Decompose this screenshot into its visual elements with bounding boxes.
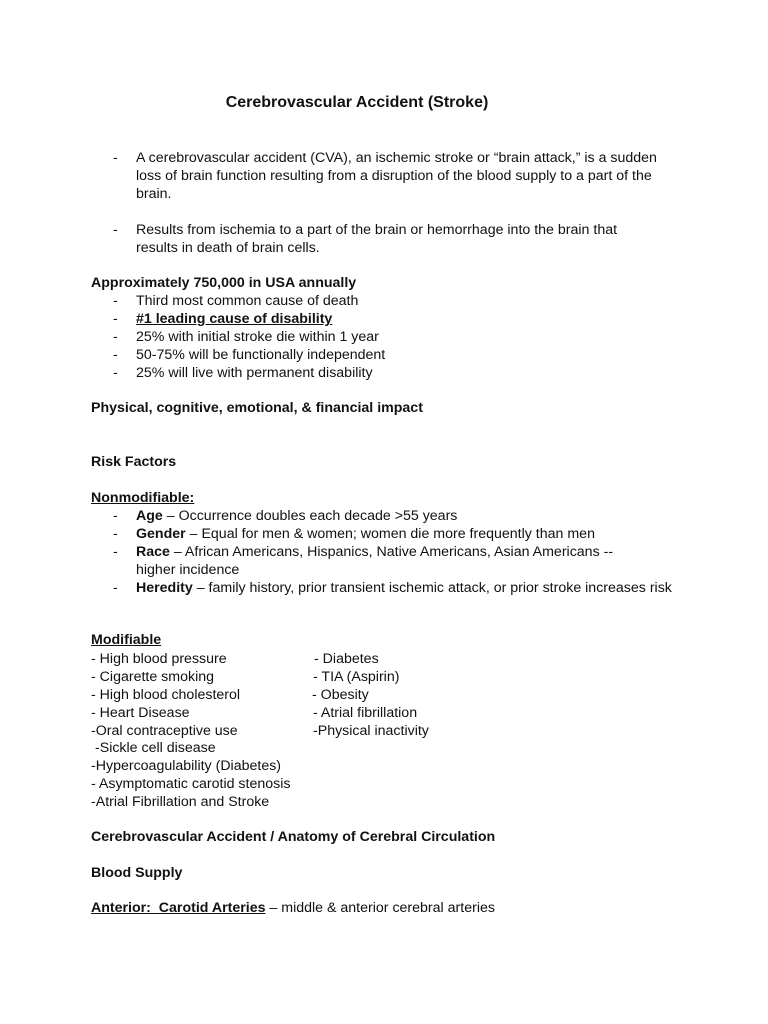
dash-marker: -	[113, 544, 118, 560]
modifiable-item: -Sickle cell disease	[95, 740, 216, 756]
dash-marker: -	[113, 311, 118, 327]
nonmodifiable-heading: Nonmodifiable:	[91, 490, 195, 506]
list-item	[113, 364, 673, 382]
modifiable-item: -Physical inactivity	[313, 723, 429, 739]
stat-text: #1 leading cause of disability	[136, 311, 333, 327]
risk-desc: – Occurrence doubles each decade >55 years	[162, 508, 458, 524]
risk-item	[136, 507, 673, 525]
blood-supply-heading: Blood Supply	[91, 865, 183, 881]
list-item	[113, 221, 673, 257]
stat-text: 25% with initial stroke die within 1 year	[136, 329, 379, 345]
risk-desc: – family history, prior transient ischemic attack, or prior stroke increases risk	[192, 580, 672, 596]
dash-marker: -	[113, 293, 118, 309]
dash-marker: -	[113, 329, 118, 345]
modifiable-item: - High blood pressure	[91, 651, 227, 667]
modifiable-item: - Asymptomatic carotid stenosis	[91, 776, 291, 792]
risk-desc: – Equal for men & women; women die more frequently than men	[185, 526, 595, 542]
modifiable-item: - Cigarette smoking	[91, 669, 215, 685]
risk-desc: – African Americans, Hispanics, Native Americans, Asian Americans -- higher incidence	[136, 544, 614, 578]
list-item	[113, 525, 673, 543]
modifiable-item: -Hypercoagulability (Diabetes)	[91, 758, 282, 774]
modifiable-item: - Obesity	[312, 687, 369, 703]
dash-marker: -	[113, 222, 118, 238]
list-item	[113, 149, 673, 203]
modifiable-item: -Oral contraceptive use	[91, 723, 238, 739]
risk-term: Heredity	[136, 580, 193, 596]
risk-term: Race	[136, 544, 170, 560]
list-item	[113, 310, 673, 328]
list-item	[113, 346, 673, 364]
modifiable-heading: Modifiable	[91, 632, 162, 648]
modifiable-item: - Atrial fibrillation	[313, 705, 418, 721]
modifiable-item: - Heart Disease	[91, 705, 190, 721]
risk-term: Age	[136, 508, 163, 524]
dash-marker: -	[113, 365, 118, 381]
list-item	[113, 292, 673, 310]
risk-item	[136, 579, 681, 597]
modifiable-item: - High blood cholesterol	[91, 687, 241, 703]
list-item	[113, 328, 673, 346]
risk-item	[136, 525, 673, 543]
intro-text: A cerebrovascular accident (CVA), an ischemic stroke or “brain attack,” is a sudden loss of brain function resulting from a disruption of the blood supply to a part of the brain.	[136, 150, 657, 202]
dash-marker: -	[113, 580, 118, 596]
impact-heading: Physical, cognitive, emotional, & financial impact	[91, 400, 423, 416]
intro-text: Results from ischemia to a part of the brain or hemorrhage into the brain that results in death of brain cells.	[136, 222, 618, 256]
stats-heading: Approximately 750,000 in USA annually	[91, 275, 357, 291]
modifiable-item: - TIA (Aspirin)	[313, 669, 400, 685]
modifiable-item: - Diabetes	[314, 651, 379, 667]
anatomy-heading: Cerebrovascular Accident / Anatomy of Cerebral Circulation	[91, 829, 496, 845]
stat-text: Third most common cause of death	[136, 293, 359, 309]
dash-marker: -	[113, 347, 118, 363]
dash-marker: -	[113, 150, 118, 166]
risk-heading: Risk Factors	[91, 454, 177, 470]
risk-item	[136, 543, 656, 579]
modifiable-item: -Atrial Fibrillation and Stroke	[91, 794, 270, 810]
stat-text: 25% will live with permanent disability	[136, 365, 373, 381]
stat-text: 50-75% will be functionally independent	[136, 347, 386, 363]
list-item	[113, 507, 673, 525]
risk-term: Gender	[136, 526, 186, 542]
dash-marker: -	[113, 508, 118, 524]
anterior-label: Anterior: Carotid Arteries	[91, 900, 266, 916]
list-item	[113, 579, 673, 597]
list-item	[113, 543, 673, 579]
anterior-line	[91, 899, 495, 917]
anterior-text: – middle & anterior cerebral arteries	[265, 900, 495, 916]
page-title: Cerebrovascular Accident (Stroke)	[225, 94, 489, 111]
dash-marker: -	[113, 526, 118, 542]
